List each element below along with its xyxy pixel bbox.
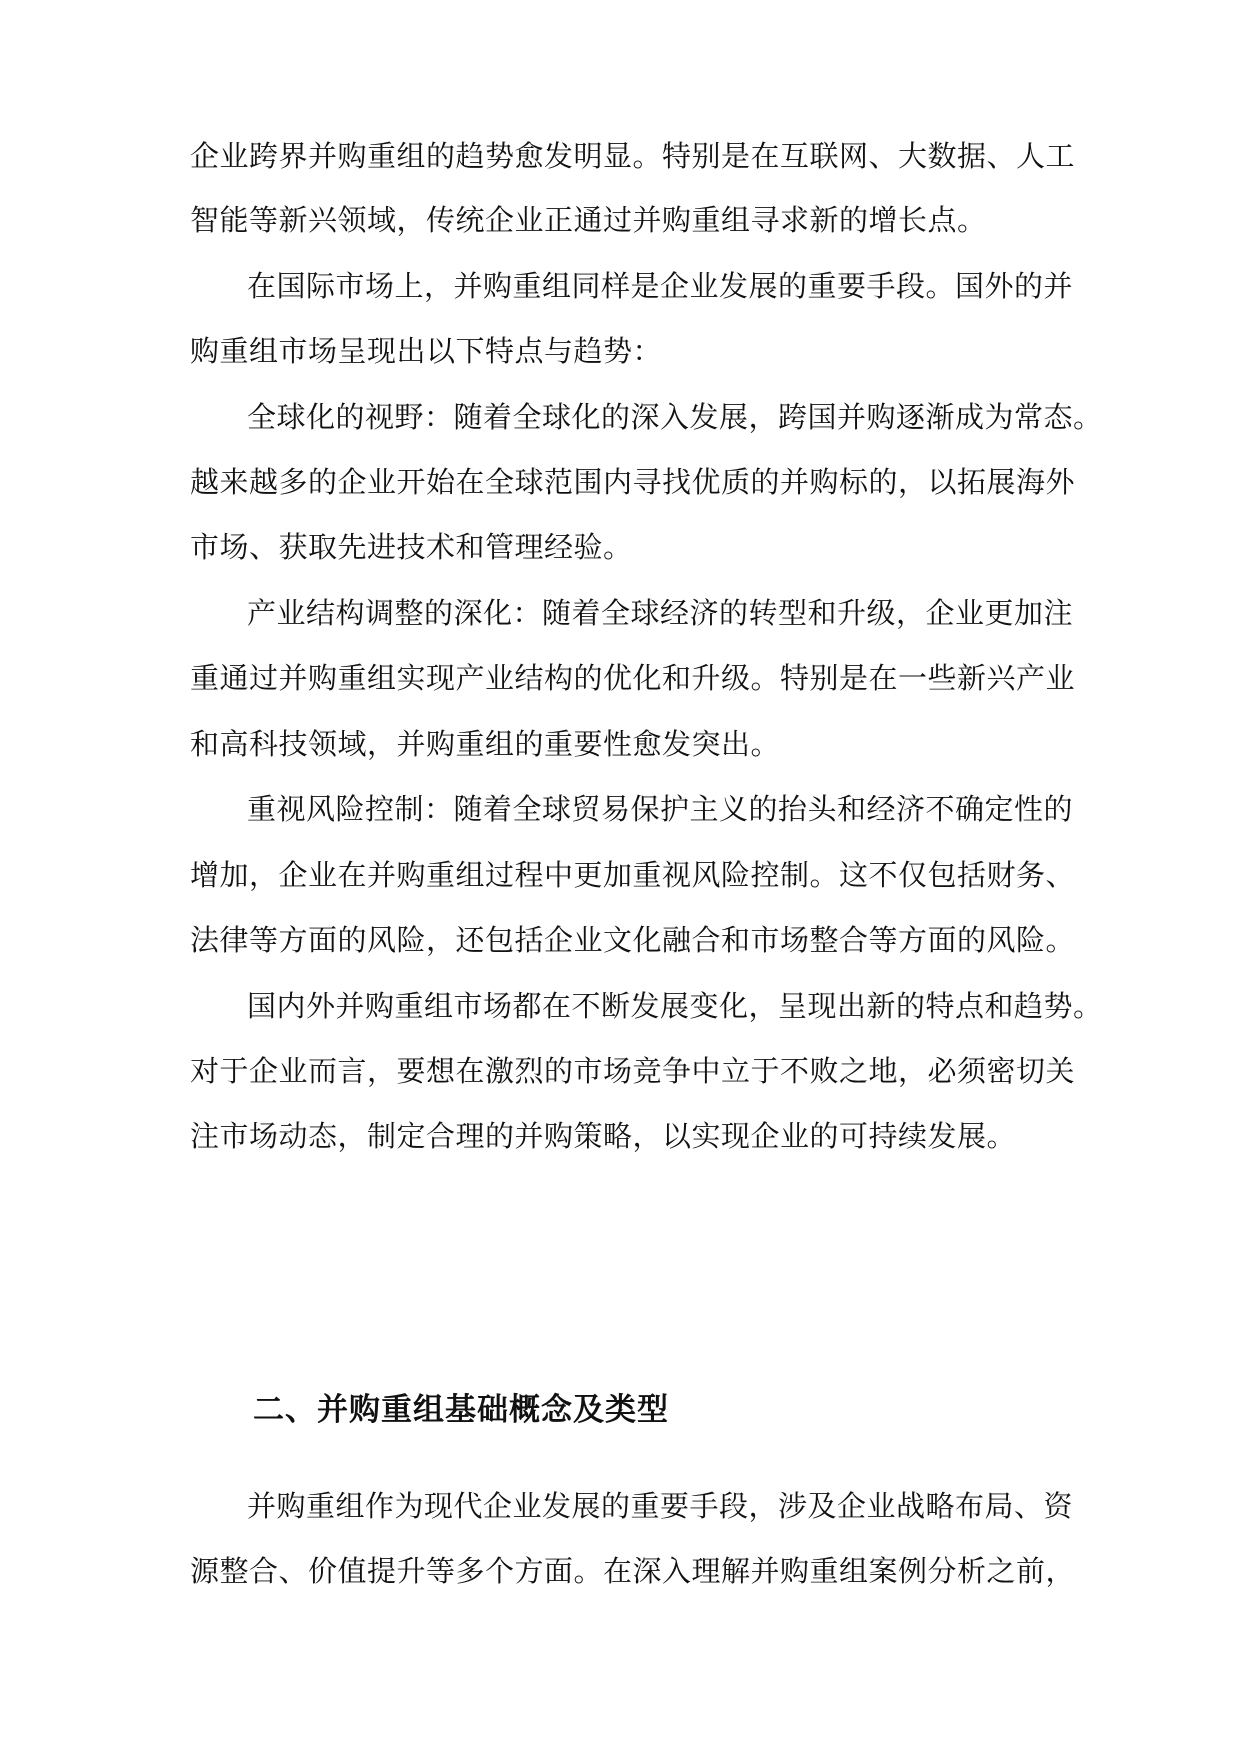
paragraph-line: 在国际市场上，并购重组同样是企业发展的重要手段。国外的并 <box>247 269 1074 303</box>
paragraph-line: 市场、获取先进技术和管理经验。 <box>190 530 633 564</box>
paragraph-line: 增加，企业在并购重组过程中更加重视风险控制。这不仅包括财务、 <box>190 858 1076 892</box>
paragraph-line: 国内外并购重组市场都在不断发展变化，呈现出新的特点和趋势。 <box>247 989 1103 1023</box>
paragraph-line: 企业跨界并购重组的趋势愈发明显。特别是在互联网、大数据、人工 <box>190 139 1076 173</box>
paragraph-line: 产业结构调整的深化：随着全球经济的转型和升级，企业更加注 <box>247 596 1074 630</box>
paragraph-line: 越来越多的企业开始在全球范围内寻找优质的并购标的，以拓展海外 <box>190 465 1076 499</box>
paragraph-line: 和高科技领域，并购重组的重要性愈发突出。 <box>190 727 781 761</box>
paragraph-line: 法律等方面的风险，还包括企业文化融合和市场整合等方面的风险。 <box>190 923 1076 957</box>
paragraph-line: 重通过并购重组实现产业结构的优化和升级。特别是在一些新兴产业 <box>190 661 1076 695</box>
paragraph-line: 源整合、价值提升等多个方面。在深入理解并购重组案例分析之前， <box>190 1554 1076 1588</box>
paragraph-line: 对于企业而言，要想在激烈的市场竞争中立于不败之地，必须密切关 <box>190 1054 1076 1088</box>
section-heading: 二、并购重组基础概念及类型 <box>253 1392 669 1428</box>
paragraph-line: 全球化的视野：随着全球化的深入发展，跨国并购逐渐成为常态。 <box>247 400 1103 434</box>
paragraph-line: 并购重组作为现代企业发展的重要手段，涉及企业战略布局、资 <box>247 1489 1074 1523</box>
paragraph-line: 智能等新兴领域，传统企业正通过并购重组寻求新的增长点。 <box>190 203 987 237</box>
paragraph-line: 重视风险控制：随着全球贸易保护主义的抬头和经济不确定性的 <box>247 792 1074 826</box>
paragraph-line: 注市场动态，制定合理的并购策略，以实现企业的可持续发展。 <box>190 1119 1017 1153</box>
paragraph-line: 购重组市场呈现出以下特点与趋势： <box>190 334 663 368</box>
